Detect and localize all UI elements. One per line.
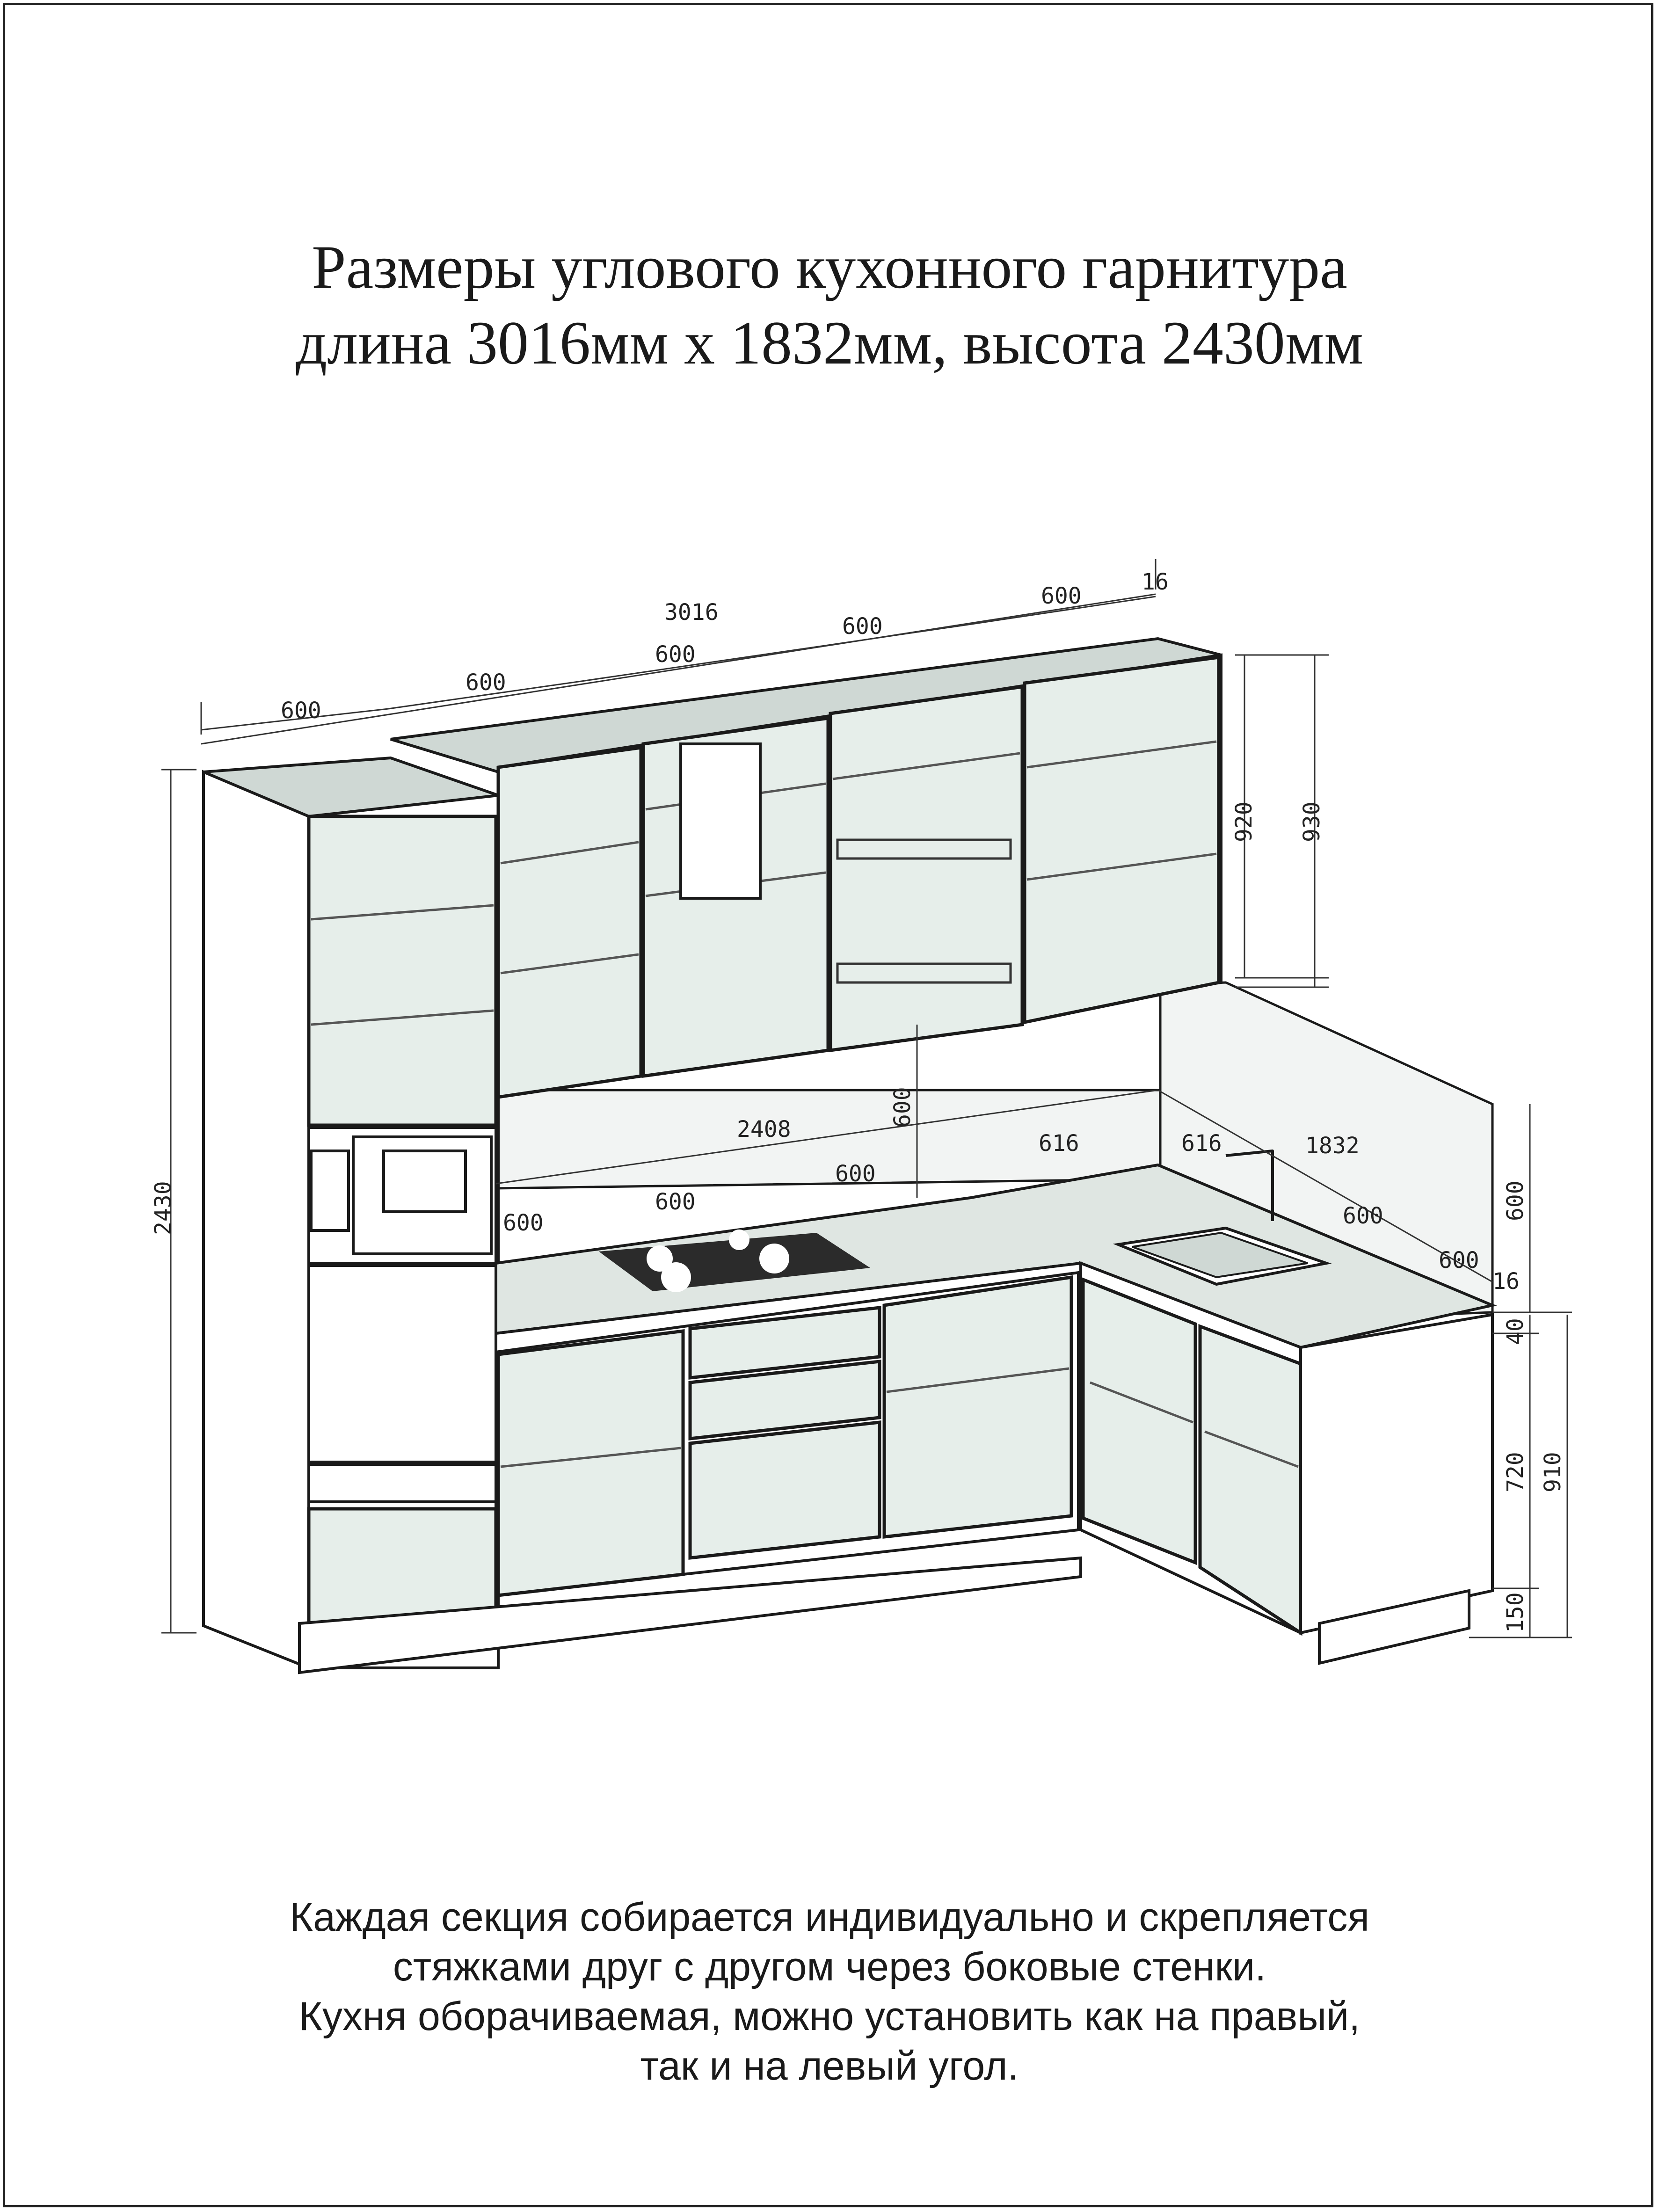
oven-control-panel bbox=[311, 1151, 349, 1230]
caption-line-2: стяжками друг с другом через боковые стенки. bbox=[393, 1944, 1266, 1989]
dim-counter-thickness: 40 bbox=[1502, 1318, 1528, 1345]
dim-total-height: 2430 bbox=[150, 1181, 176, 1235]
dim-upper-width-4: 600 bbox=[842, 613, 883, 640]
dim-upper-width-3: 600 bbox=[655, 641, 696, 668]
caption-line-3: Кухня оборачиваемая, можно установить как на правый, bbox=[298, 1994, 1361, 2039]
dim-base-body-height: 720 bbox=[1502, 1452, 1528, 1492]
dim-upper-width-1: 600 bbox=[281, 698, 321, 724]
dim-total-length: 3016 bbox=[664, 599, 719, 626]
dim-side-length: 1832 bbox=[1305, 1133, 1360, 1159]
dim-base-width-1: 600 bbox=[503, 1210, 544, 1236]
dim-backsplash-height: 600 bbox=[1502, 1180, 1528, 1221]
upper-box-insert bbox=[681, 744, 760, 898]
dim-upper-height-930: 930 bbox=[1299, 801, 1325, 842]
dim-side-616: 616 bbox=[1181, 1130, 1222, 1157]
dim-upper-height-920: 920 bbox=[1231, 801, 1257, 842]
title-line-1: Размеры углового кухонного гарнитура bbox=[312, 233, 1347, 301]
tall-column-glass-door bbox=[309, 816, 496, 1125]
dim-upper-width-5: 600 bbox=[1041, 583, 1082, 609]
page-caption bbox=[0, 1892, 1659, 2091]
dim-upper-edge: 16 bbox=[1142, 569, 1169, 595]
upper-door-3 bbox=[830, 687, 1022, 1050]
base-door-2 bbox=[884, 1277, 1071, 1537]
dim-gap-height: 600 bbox=[889, 1087, 916, 1128]
dim-counter-length: 2408 bbox=[737, 1116, 791, 1142]
fridge-door bbox=[309, 1266, 496, 1462]
drawer-3 bbox=[690, 1422, 880, 1558]
upper-door-4 bbox=[1025, 657, 1219, 1022]
caption-line-1: Каждая секция собирается индивидуально и скрепляется bbox=[290, 1895, 1369, 1940]
caption-line-4: так и на левый угол. bbox=[640, 2044, 1019, 2088]
fridge-lower-strip bbox=[309, 1464, 496, 1502]
dim-base-width-4: 616 bbox=[1039, 1130, 1079, 1157]
burner bbox=[661, 1262, 691, 1292]
dim-side-width-1: 600 bbox=[1343, 1203, 1383, 1229]
burner bbox=[729, 1230, 749, 1250]
dim-plinth-height: 150 bbox=[1502, 1592, 1528, 1633]
dim-side-edge: 16 bbox=[1492, 1268, 1520, 1295]
corner-door-1 bbox=[1083, 1280, 1195, 1563]
upper-door-1 bbox=[498, 748, 641, 1097]
dim-upper-width-2: 600 bbox=[466, 669, 506, 696]
dim-base-width-2: 600 bbox=[655, 1189, 696, 1215]
dim-base-width-3: 600 bbox=[835, 1161, 876, 1187]
dim-base-total-height: 910 bbox=[1540, 1452, 1566, 1492]
tall-column-side bbox=[204, 772, 309, 1668]
title-line-2: длина 3016мм х 1832мм, высота 2430мм bbox=[296, 308, 1363, 377]
end-panel bbox=[1301, 1315, 1492, 1633]
oven-window bbox=[384, 1151, 466, 1212]
burner bbox=[759, 1244, 789, 1273]
dim-side-width-2: 600 bbox=[1439, 1247, 1479, 1273]
